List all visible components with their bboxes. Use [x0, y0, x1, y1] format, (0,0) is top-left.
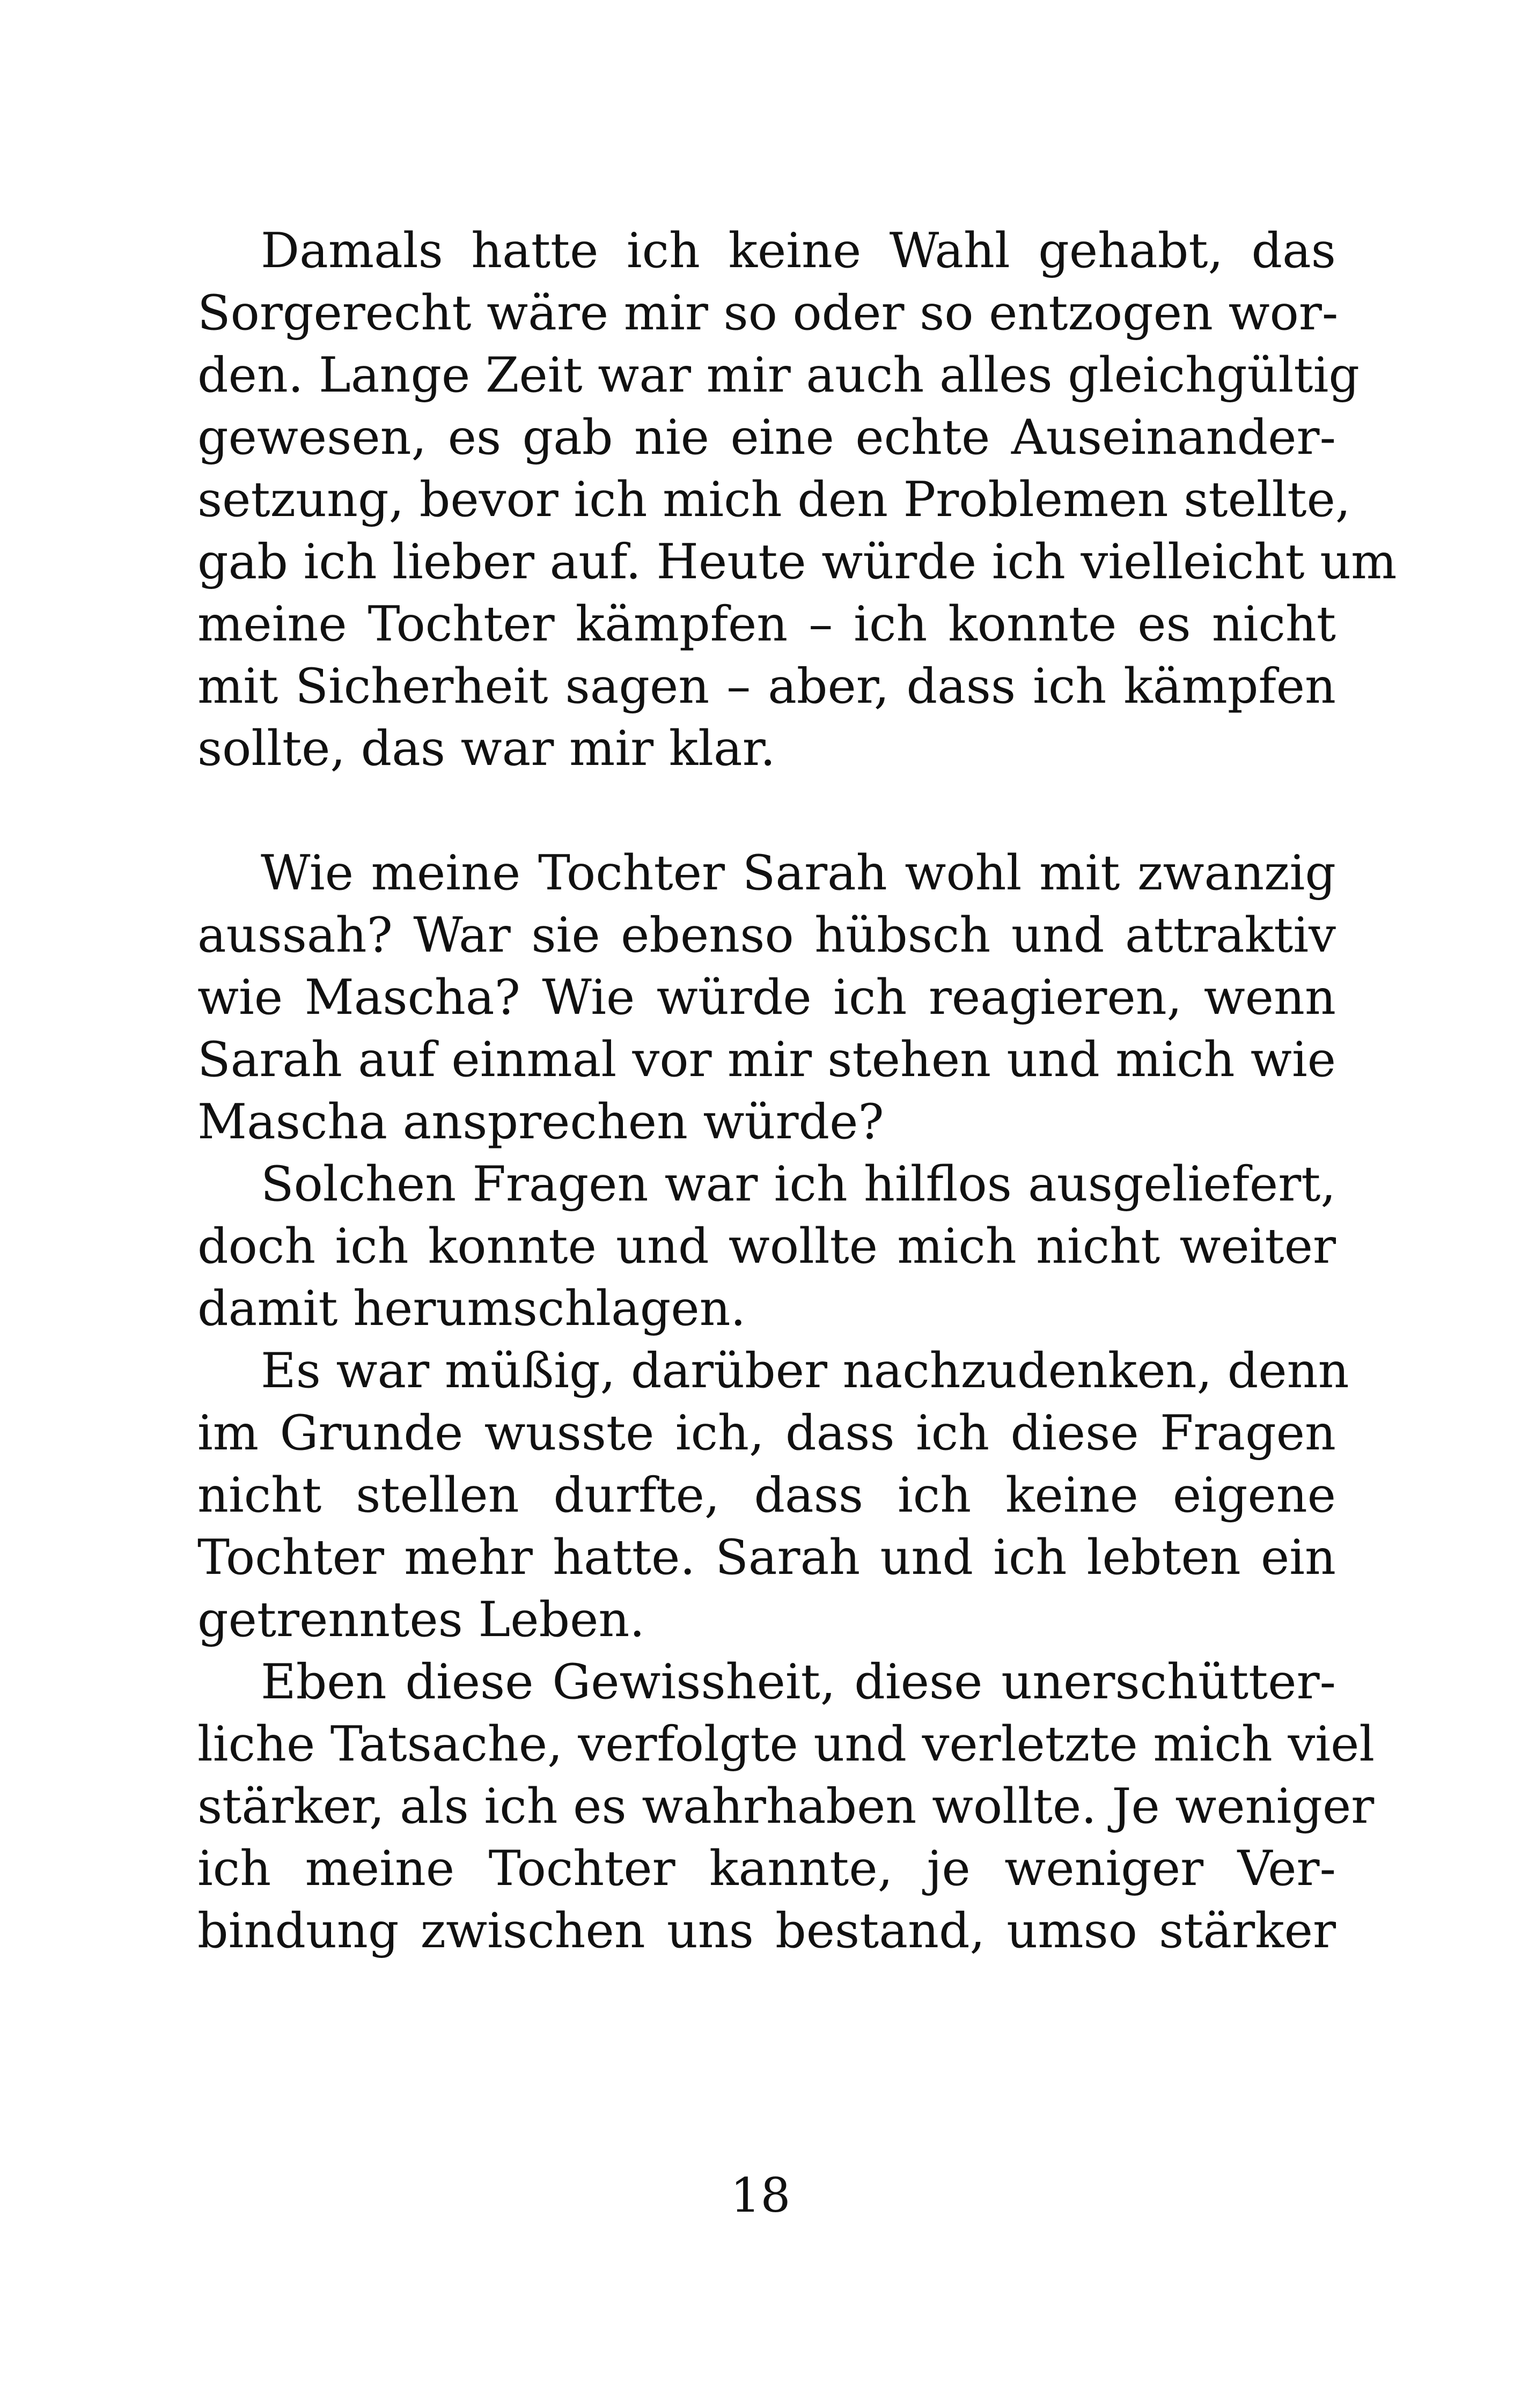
text-line: Tochter mehr hatte. Sarah und ich lebten ein	[197, 1529, 1336, 1586]
text-line: mit Sicherheit sagen – aber, dass ich kämpfen	[197, 658, 1336, 715]
text-line: meine Tochter kämpfen – ich konnte es nicht	[197, 596, 1336, 652]
paragraph	[197, 1153, 1336, 1340]
text-line: getrenntes Leben.	[197, 1592, 645, 1648]
text-line: aussah? War sie ebenso hübsch und attraktiv	[197, 907, 1336, 963]
text-line: gab ich lieber auf. Heute würde ich vielleicht um	[197, 534, 1397, 590]
text-line: setzung, bevor ich mich den Problemen stellte,	[197, 472, 1351, 528]
text-line: den. Lange Zeit war mir auch alles gleichgültig	[197, 347, 1360, 403]
body-text	[197, 220, 1397, 1962]
text-line: Mascha ansprechen würde?	[197, 1094, 884, 1150]
text-line: doch ich konnte und wollte mich nicht weiter	[197, 1218, 1336, 1275]
paragraph-gap	[197, 780, 1336, 842]
text-line: Es war müßig, darüber nachzudenken, denn	[261, 1343, 1349, 1399]
page-number: 18	[730, 2168, 791, 2223]
text-line: Damals hatte ich keine Wahl gehabt, das	[261, 223, 1336, 279]
text-line: ich meine Tochter kannte, je weniger Ver-	[197, 1840, 1336, 1897]
text-line: Wie meine Tochter Sarah wohl mit zwanzig	[261, 845, 1336, 901]
text-line: wie Mascha? Wie würde ich reagieren, wenn	[197, 969, 1336, 1026]
paragraph	[197, 842, 1336, 1153]
text-line: damit herumschlagen.	[197, 1280, 746, 1337]
text-line: gewesen, es gab nie eine echte Auseinander-	[197, 409, 1336, 466]
text-line: Sarah auf einmal vor mir stehen und mich wie	[197, 1032, 1336, 1088]
text-line: stärker, als ich es wahrhaben wollte. Je weniger	[197, 1778, 1375, 1835]
text-line: Solchen Fragen war ich hilflos ausgeliefert,	[261, 1156, 1336, 1212]
text-line: Sorgerecht wäre mir so oder so entzogen wor-	[197, 285, 1339, 341]
text-line: nicht stellen durfte, dass ich keine eigene	[197, 1467, 1336, 1523]
text-line: im Grunde wusste ich, dass ich diese Fragen	[197, 1405, 1336, 1461]
paragraph	[197, 1340, 1349, 1651]
text-line: sollte, das war mir klar.	[197, 720, 776, 777]
text-line: liche Tatsache, verfolgte und verletzte mich viel	[197, 1716, 1375, 1772]
paragraph	[197, 220, 1397, 780]
text-line: bindung zwischen uns bestand, umso stärker	[197, 1903, 1336, 1959]
text-line: Eben diese Gewissheit, diese unerschütter-	[261, 1654, 1336, 1710]
paragraph	[197, 1651, 1375, 1962]
